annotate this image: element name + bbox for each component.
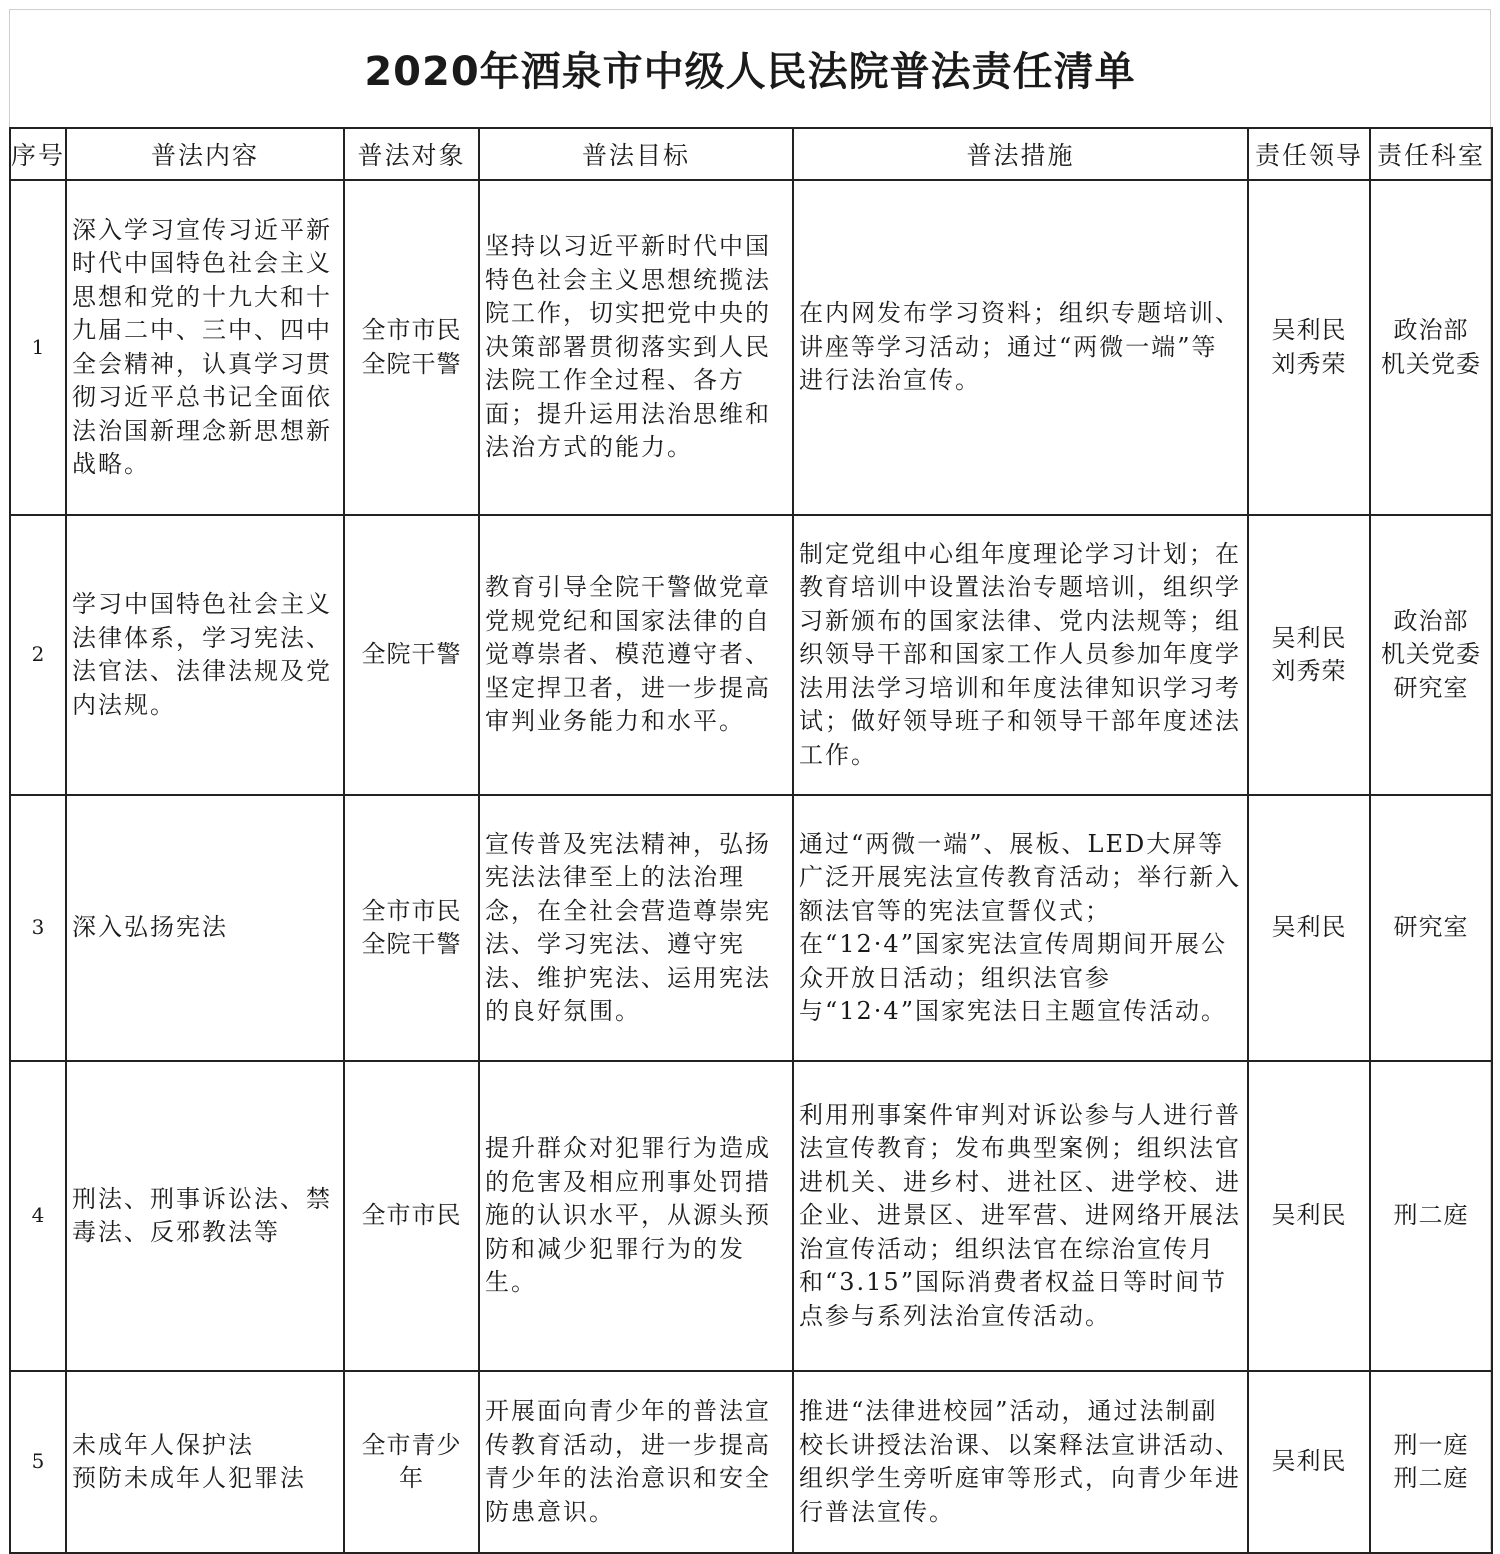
table-row — [10, 1371, 1492, 1553]
content-line: 预防未成年人犯罪法 — [72, 1464, 306, 1492]
cell-num: 1 — [10, 180, 66, 515]
leader-name: 刘秀荣 — [1271, 349, 1347, 378]
target-line: 全市市民 — [361, 896, 462, 925]
responsibility-table — [9, 127, 1493, 1554]
target-line: 全市青少 — [361, 1430, 462, 1459]
cell-leader — [1248, 795, 1370, 1061]
leader-name: 吴利民 — [1271, 1447, 1347, 1476]
target-line: 全院干警 — [361, 640, 462, 669]
cell-dept — [1370, 1061, 1492, 1371]
dept-name: 研究室 — [1393, 673, 1469, 702]
cell-target — [344, 1061, 479, 1371]
cell-dept — [1370, 1371, 1492, 1553]
cell-content: 深入学习宣传习近平新时代中国特色社会主义思想和党的十九大和十九届二中、三中、四中全会精神，认真学习贯彻习近平总书记全面依法治国新理念新思想新战略。 — [66, 180, 344, 515]
cell-content: 深入弘扬宪法 — [66, 795, 344, 1061]
cell-target — [344, 180, 479, 515]
dept-name: 刑二庭 — [1393, 1201, 1469, 1230]
cell-goal: 开展面向青少年的普法宣传教育活动，进一步提高青少年的法治意识和安全防患意识。 — [479, 1371, 793, 1553]
cell-dept — [1370, 515, 1492, 795]
header-target: 普法对象 — [344, 128, 479, 180]
cell-measures: 通过“两微一端”、展板、LED大屏等广泛开展宪法宣传教育活动；举行新入额法官等的宪法宣誓仪式；在“12·4”国家宪法宣传周期间开展公众开放日活动；组织法官参与“12·4”国家宪法日主题宣传活动。 — [793, 795, 1248, 1061]
cell-goal: 坚持以习近平新时代中国特色社会主义思想统揽法院工作，切实把党中央的决策部署贯彻落实到人民法院工作全过程、各方面；提升运用法治思维和法治方式的能力。 — [479, 180, 793, 515]
cell-goal: 宣传普及宪法精神，弘扬宪法法律至上的法治理念，在全社会营造尊崇宪法、学习宪法、遵守宪法、维护宪法、运用宪法的良好氛围。 — [479, 795, 793, 1061]
cell-dept — [1370, 180, 1492, 515]
header-content: 普法内容 — [66, 128, 344, 180]
header-row — [10, 128, 1492, 180]
leader-name: 吴利民 — [1271, 316, 1347, 344]
dept-name: 机关党委 — [1381, 640, 1481, 669]
page-title: 2020年酒泉市中级人民法院普法责任清单 — [364, 48, 1136, 95]
dept-name: 政治部 — [1393, 606, 1469, 635]
header-leader: 责任领导 — [1248, 128, 1370, 180]
dept-name: 政治部 — [1393, 316, 1469, 344]
cell-leader — [1248, 1371, 1370, 1553]
cell-num: 3 — [10, 795, 66, 1061]
header-dept: 责任科室 — [1370, 128, 1492, 180]
leader-name: 吴利民 — [1271, 913, 1347, 942]
cell-measures: 制定党组中心组年度理论学习计划；在教育培训中设置法治专题培训，组织学习新颁布的国家法律、党内法规等；组织领导干部和国家工作人员参加年度学法用法学习培训和年度法律知识学习考试；做好领导班子和领导干部年度述法工作。 — [793, 515, 1248, 795]
cell-target — [344, 1371, 479, 1553]
cell-content: 刑法、刑事诉讼法、禁毒法、反邪教法等 — [66, 1061, 344, 1371]
cell-num: 4 — [10, 1061, 66, 1371]
header-goal: 普法目标 — [479, 128, 793, 180]
table-row — [10, 180, 1492, 515]
cell-num: 2 — [10, 515, 66, 795]
cell-measures: 利用刑事案件审判对诉讼参与人进行普法宣传教育；发布典型案例；组织法官进机关、进乡村、进社区、进学校、进企业、进景区、进军营、进网络开展法治宣传活动；组织法官在综治宣传月和“3.15”国际消费者权益日等时间节点参与系列法治宣传活动。 — [793, 1061, 1248, 1371]
cell-goal: 教育引导全院干警做党章党规党纪和国家法律的自觉尊崇者、模范遵守者、坚定捍卫者，进一步提高审判业务能力和水平。 — [479, 515, 793, 795]
header-num: 序号 — [10, 128, 66, 180]
dept-name: 机关党委 — [1381, 349, 1481, 378]
cell-num: 5 — [10, 1371, 66, 1553]
target-line: 年 — [399, 1464, 424, 1492]
table-row — [10, 1061, 1492, 1371]
leader-name: 吴利民 — [1271, 1201, 1347, 1230]
cell-target — [344, 515, 479, 795]
cell-content — [66, 1371, 344, 1553]
cell-measures: 推进“法律进校园”活动，通过法制副校长讲授法治课、以案释法宣讲活动、组织学生旁听庭审等形式，向青少年进行普法宣传。 — [793, 1371, 1248, 1553]
target-line: 全市市民 — [361, 316, 462, 344]
cell-measures: 在内网发布学习资料；组织专题培训、讲座等学习活动；通过“两微一端”等进行法治宣传。 — [793, 180, 1248, 515]
leader-name: 吴利民 — [1271, 623, 1347, 652]
cell-content: 学习中国特色社会主义法律体系，学习宪法、法官法、法律法规及党内法规。 — [66, 515, 344, 795]
cell-leader — [1248, 180, 1370, 515]
target-line: 全市市民 — [361, 1201, 462, 1230]
dept-name: 刑二庭 — [1393, 1464, 1469, 1492]
target-line: 全院干警 — [361, 349, 462, 378]
dept-name: 刑一庭 — [1393, 1430, 1469, 1459]
header-measures: 普法措施 — [793, 128, 1248, 180]
content-line: 未成年人保护法 — [72, 1430, 254, 1459]
leader-name: 刘秀荣 — [1271, 657, 1347, 685]
cell-goal: 提升群众对犯罪行为造成的危害及相应刑事处罚措施的认识水平，从源头预防和减少犯罪行为的发生。 — [479, 1061, 793, 1371]
cell-dept — [1370, 795, 1492, 1061]
table-row — [10, 515, 1492, 795]
cell-leader — [1248, 515, 1370, 795]
cell-target — [344, 795, 479, 1061]
dept-name: 研究室 — [1393, 913, 1469, 942]
table-row — [10, 795, 1492, 1061]
target-line: 全院干警 — [361, 930, 462, 958]
cell-leader — [1248, 1061, 1370, 1371]
